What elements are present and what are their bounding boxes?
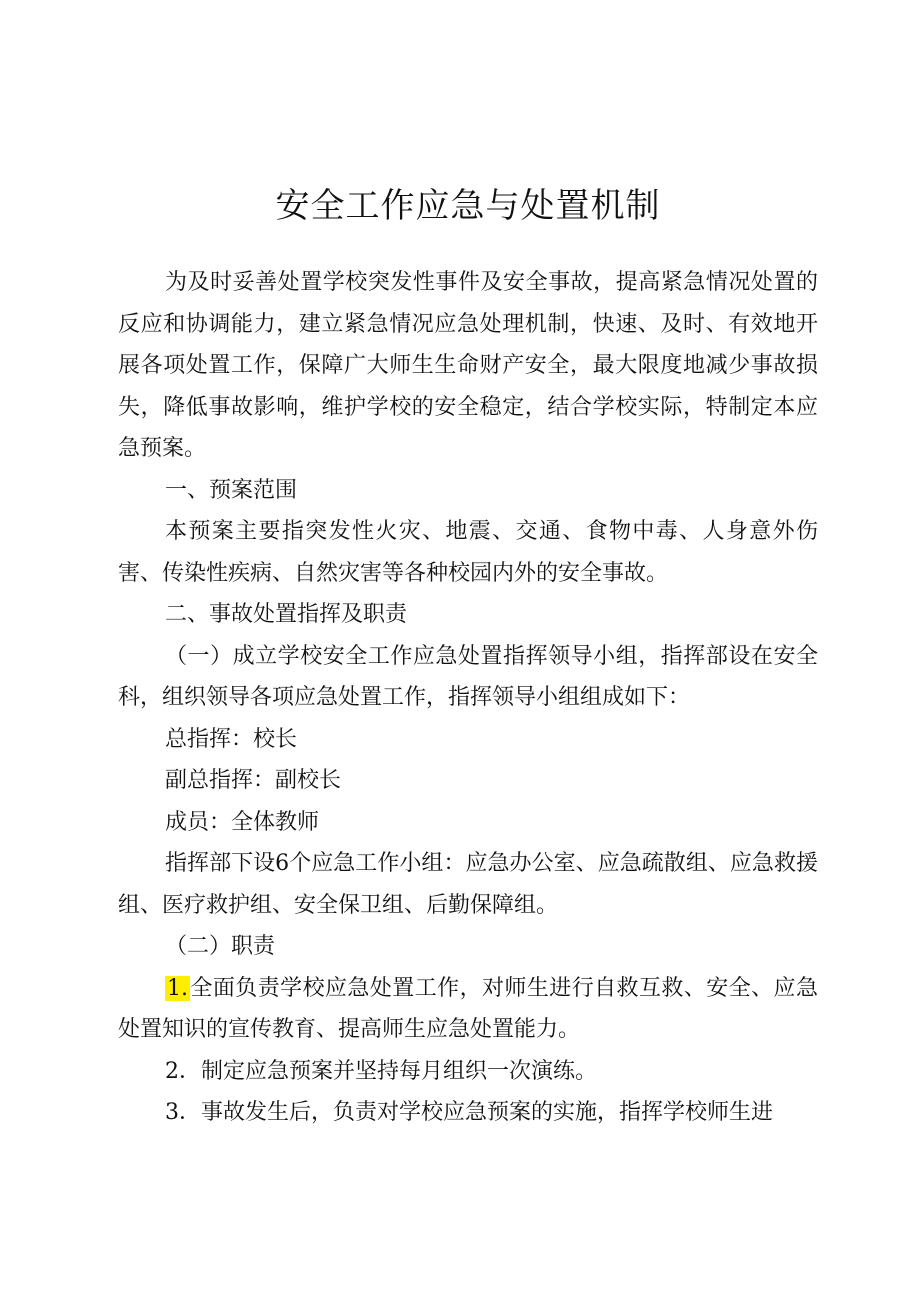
highlighted-marker: 1. xyxy=(167,975,188,1001)
section-heading-command: 二、事故处置指挥及职责 xyxy=(165,602,408,627)
paragraph-deputy-commander: 副总指挥：副校长 xyxy=(165,768,342,793)
paragraph-intro: 为及时妥善处置学校突发性事件及安全事故，提高紧急情况处置的反应和协调能力，建立紧急情况应急处理机制，快速、及时、有效地开展各项处置工作，保障广大师生生命财产安全，最大限度地减少事故损失，降低事故影响，维护学校的安全稳定，结合学校实际，特制定本应急预案。 xyxy=(118,270,818,461)
duty-item-2: 2．制定应急预案并坚持每月组织一次演练。 xyxy=(165,1058,597,1084)
document-title: 安全工作应急与处置机制 xyxy=(275,186,661,226)
document-page xyxy=(118,0,818,1301)
paragraph-commander: 总指挥：校长 xyxy=(165,726,298,752)
document-body xyxy=(118,262,818,1134)
section-heading-scope: 一、预案范围 xyxy=(165,477,298,503)
subsection-heading-duties: （二）职责 xyxy=(165,934,276,959)
duty-item-1 xyxy=(118,968,818,1051)
paragraph-leadership-group: （一）成立学校安全工作应急处置指挥领导小组，指挥部设在安全科，组织领导各项应急处置工作，指挥领导小组组成如下： xyxy=(118,643,818,710)
paragraph-working-groups: 指挥部下设6个应急工作小组：应急办公室、应急疏散组、应急救援组、医疗救护组、安全保卫组、后勤保障组。 xyxy=(118,851,818,918)
duty-item-3: 3．事故发生后，负责对学校应急预案的实施，指挥学校师生进 xyxy=(165,1100,773,1125)
paragraph-scope: 本预案主要指突发性火灾、地震、交通、食物中毒、人身意外伤害、传染性疾病、自然灾害等各种校园内外的安全事故。 xyxy=(118,519,818,586)
paragraph-members: 成员：全体教师 xyxy=(165,809,320,835)
duty-item-1-text: 全面负责学校应急处置工作，对师生进行自救互救、安全、应急处置知识的宣传教育、提高师生应急处置能力。 xyxy=(118,975,818,1042)
